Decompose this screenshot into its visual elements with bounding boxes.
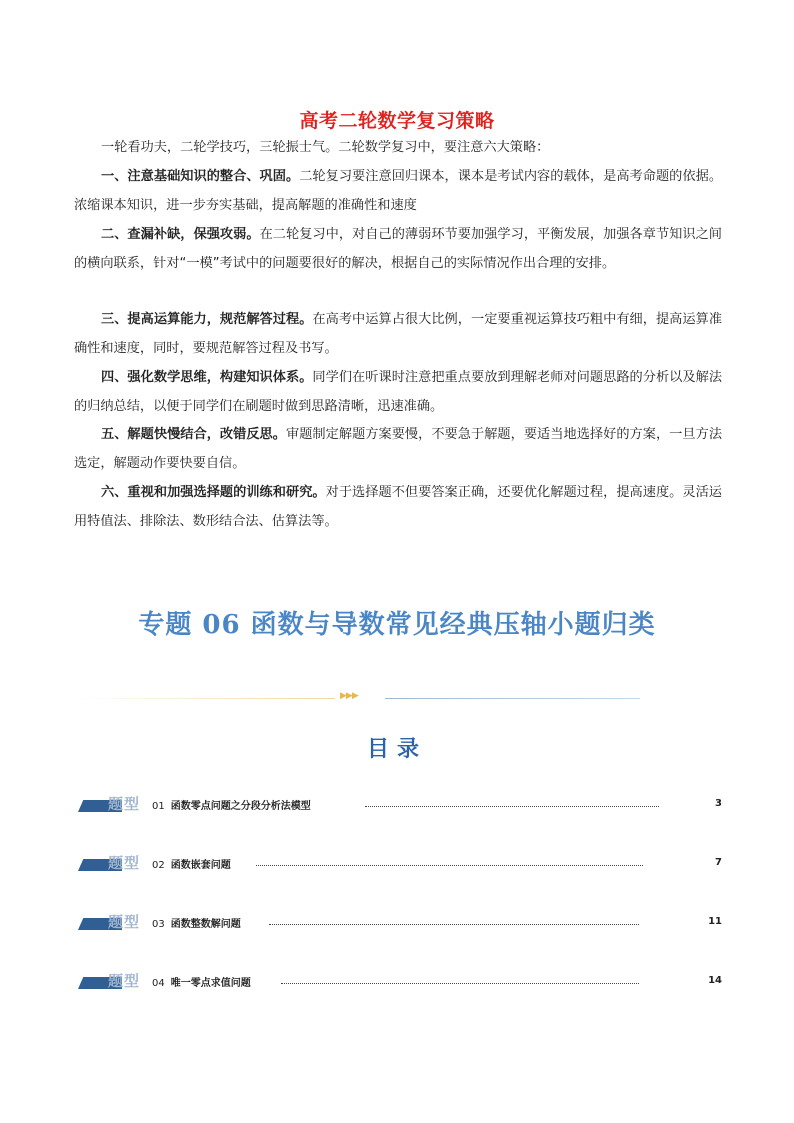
strategy-item-3-lead: 三、提高运算能力，规范解答过程。 xyxy=(101,312,313,327)
strategy-item-1 xyxy=(74,163,722,220)
badge-label: 题型 xyxy=(108,913,141,931)
toc-leader-dots xyxy=(256,865,643,866)
strategy-item-3 xyxy=(74,306,722,363)
strategy-item-2 xyxy=(74,221,722,278)
strategy-item-5-lead: 五、解题快慢结合，改错反思。 xyxy=(101,427,286,442)
question-type-badge-icon xyxy=(78,795,144,815)
toc-entry-page: 14 xyxy=(708,975,722,986)
badge-label: 题型 xyxy=(108,795,141,813)
toc-entry[interactable] xyxy=(78,854,722,876)
strategy-item-6-body: 对于选择题不但要答案正确，还要优化解题过程，提高速度。灵活运用特值法、排除法、数形结合法、估算法等。 xyxy=(74,485,722,529)
strategy-item-1-body: 二轮复习要注意回归课本，课本是考试内容的载体，是高考命题的依据。浓缩课本知识，进一步夯实基础，提高解题的准确性和速度 xyxy=(74,169,723,213)
toc-entry[interactable] xyxy=(78,972,722,994)
toc-entry-page: 7 xyxy=(715,857,722,868)
divider-left-line xyxy=(75,698,335,699)
topic-title: 专题 06 函数与导数常见经典压轴小题归类 xyxy=(138,610,656,640)
toc-leader-dots xyxy=(281,983,639,984)
toc-title: 目录 xyxy=(366,737,427,762)
question-type-badge-icon xyxy=(78,854,144,874)
toc-entry[interactable] xyxy=(78,913,722,935)
toc-entry-number: 01 xyxy=(152,801,165,812)
strategy-item-5-body: 审题制定解题方案要慢，不要急于解题，要适当地选择好的方案，一旦方法选定，解题动作要快要自信。 xyxy=(74,427,723,471)
toc-entry-number: 02 xyxy=(152,860,165,871)
question-type-badge-icon xyxy=(78,913,144,933)
strategy-item-6-lead: 六、重视和加强选择题的训练和研究。 xyxy=(101,485,326,500)
toc-entry[interactable] xyxy=(78,795,722,817)
strategy-item-4 xyxy=(74,364,722,421)
strategy-intro: 一轮看功夫，二轮学技巧，三轮振士气。二轮数学复习中，要注意六大策略： xyxy=(101,140,550,155)
toc-entry-text xyxy=(152,915,241,930)
toc-entry-title: 函数嵌套问题 xyxy=(170,860,231,871)
toc-leader-dots xyxy=(365,806,659,807)
strategy-item-1-lead: 一、注意基础知识的整合、巩固。 xyxy=(101,169,300,184)
strategy-item-2-lead: 二、查漏补缺，保强攻弱。 xyxy=(101,227,260,242)
toc-entry-text xyxy=(152,974,251,989)
toc-entry-number: 04 xyxy=(152,978,165,989)
toc-entry-title: 唯一零点求值问题 xyxy=(170,978,251,989)
badge-label: 题型 xyxy=(108,972,141,990)
strategy-item-5 xyxy=(74,421,722,478)
toc-entry-title: 函数零点问题之分段分析法模型 xyxy=(170,801,311,812)
strategy-item-6 xyxy=(74,479,722,536)
strategy-item-2-body: 在二轮复习中，对自己的薄弱环节要加强学习，平衡发展，加强各章节知识之间的横向联系，针对“一模”考试中的问题要很好的解决，根据自己的实际情况作出合理的安排。 xyxy=(74,227,722,271)
strategy-item-3-body: 在高考中运算占很大比例，一定要重视运算技巧粗中有细，提高运算准确性和速度，同时，要规范解答过程及书写。 xyxy=(74,312,723,356)
toc-entry-page: 3 xyxy=(715,798,722,809)
strategy-item-4-lead: 四、强化数学思维，构建知识体系。 xyxy=(101,370,313,385)
toc-entry-text xyxy=(152,797,311,812)
toc-entry-title: 函数整数解问题 xyxy=(170,919,241,930)
toc-entry-text xyxy=(152,856,231,871)
strategy-item-4-body: 同学们在听课时注意把重点要放到理解老师对问题思路的分析以及解法的归纳总结，以便于同学们在刷题时做到思路清晰，迅速准确。 xyxy=(74,370,723,414)
toc-entry-number: 03 xyxy=(152,919,165,930)
toc-entry-page: 11 xyxy=(708,916,722,927)
toc-leader-dots xyxy=(269,924,639,925)
divider-arrows-icon: ▶▶▶ xyxy=(340,691,358,701)
question-type-badge-icon xyxy=(78,972,144,992)
badge-label: 题型 xyxy=(108,854,141,872)
section-divider xyxy=(75,691,640,702)
divider-right-line xyxy=(385,698,640,699)
strategy-title: 高考二轮数学复习策略 xyxy=(299,110,495,132)
